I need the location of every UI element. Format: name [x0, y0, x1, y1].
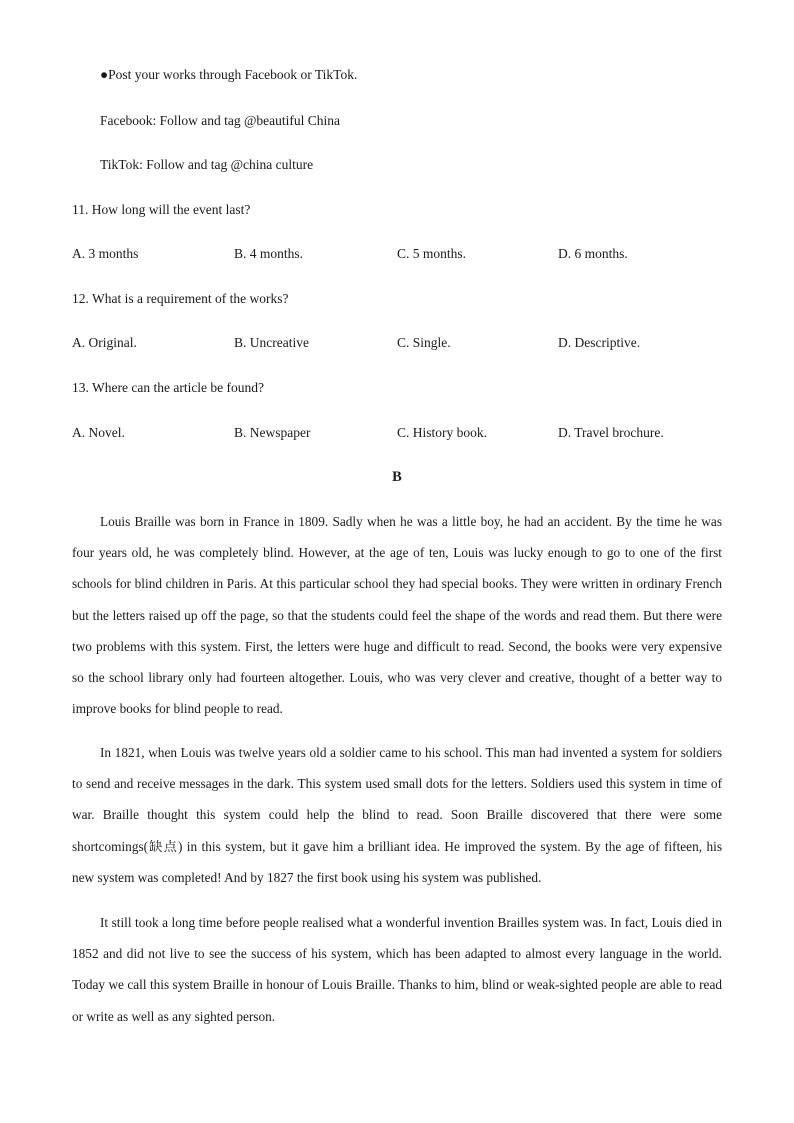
- intro-line-tiktok: TikTok: Follow and tag @china culture: [100, 157, 314, 172]
- question-12-option-b: B. Uncreative: [234, 335, 309, 350]
- question-13-option-b: B. Newspaper: [234, 425, 311, 440]
- question-11-option-c: C. 5 months.: [397, 246, 467, 261]
- question-11-option-d: D. 6 months.: [558, 246, 628, 261]
- question-13-option-c: C. History book.: [397, 425, 488, 440]
- question-13-stem: 13. Where can the article be found?: [72, 380, 265, 395]
- intro-line-facebook: Facebook: Follow and tag @beautiful China: [100, 113, 341, 128]
- question-12-stem: 12. What is a requirement of the works?: [72, 291, 289, 306]
- question-11-option-b: B. 4 months.: [234, 246, 304, 261]
- question-13-option-d: D. Travel brochure.: [558, 425, 664, 440]
- passage-paragraph-1: Louis Braille was born in France in 1809. Sadly when he was a little boy, he had an accident. By the time he was four years old, he was completely blind. However, at the age of ten, Louis was lucky enough to go to one of the first schools for blind children in Paris. At this particular school they had special books. They were written in ordinary French but the letters raised up off the page, so that the students could feel the shape of the words and read them. But there were two problems with this system. First, the letters were huge and difficult to read. Second, the books were very expensive so the school library only had fourteen altogether. Louis, who was very clever and creative, thought of a better way to improve books for blind people to read.: [72, 514, 722, 717]
- question-12-option-c: C. Single.: [397, 335, 451, 350]
- question-11-stem: 11. How long will the event last?: [72, 202, 251, 217]
- question-11-option-a: A. 3 months: [72, 246, 139, 261]
- passage-paragraph-2: In 1821, when Louis was twelve years old a soldier came to his school. This man had invented a system for soldiers to send and receive messages in the dark. This system used small dots for the letters. Soldiers used this system in time of war. Braille thought this system could help the blind to read. Soon Braille discovered that there were some shortcomings(缺点) in this system, but it gave him a brilliant idea. He improved the system. By the age of fifteen, his new system was completed! And by 1827 the first book using his system was published.: [72, 745, 722, 885]
- intro-line-post: ●Post your works through Facebook or TikTok.: [100, 67, 358, 82]
- section-heading: B: [392, 469, 402, 485]
- question-12-option-a: A. Original.: [72, 335, 137, 350]
- passage-paragraph-3: It still took a long time before people realised what a wonderful invention Brailles system was. In fact, Louis died in 1852 and did not live to see the success of his system, which has been adapted to almost every language in the world. Today we call this system Braille in honour of Louis Braille. Thanks to him, blind or weak-sighted people are able to read or write as well as any sighted person.: [72, 915, 722, 1024]
- question-12-option-d: D. Descriptive.: [558, 335, 641, 350]
- question-13-option-a: A. Novel.: [72, 425, 125, 440]
